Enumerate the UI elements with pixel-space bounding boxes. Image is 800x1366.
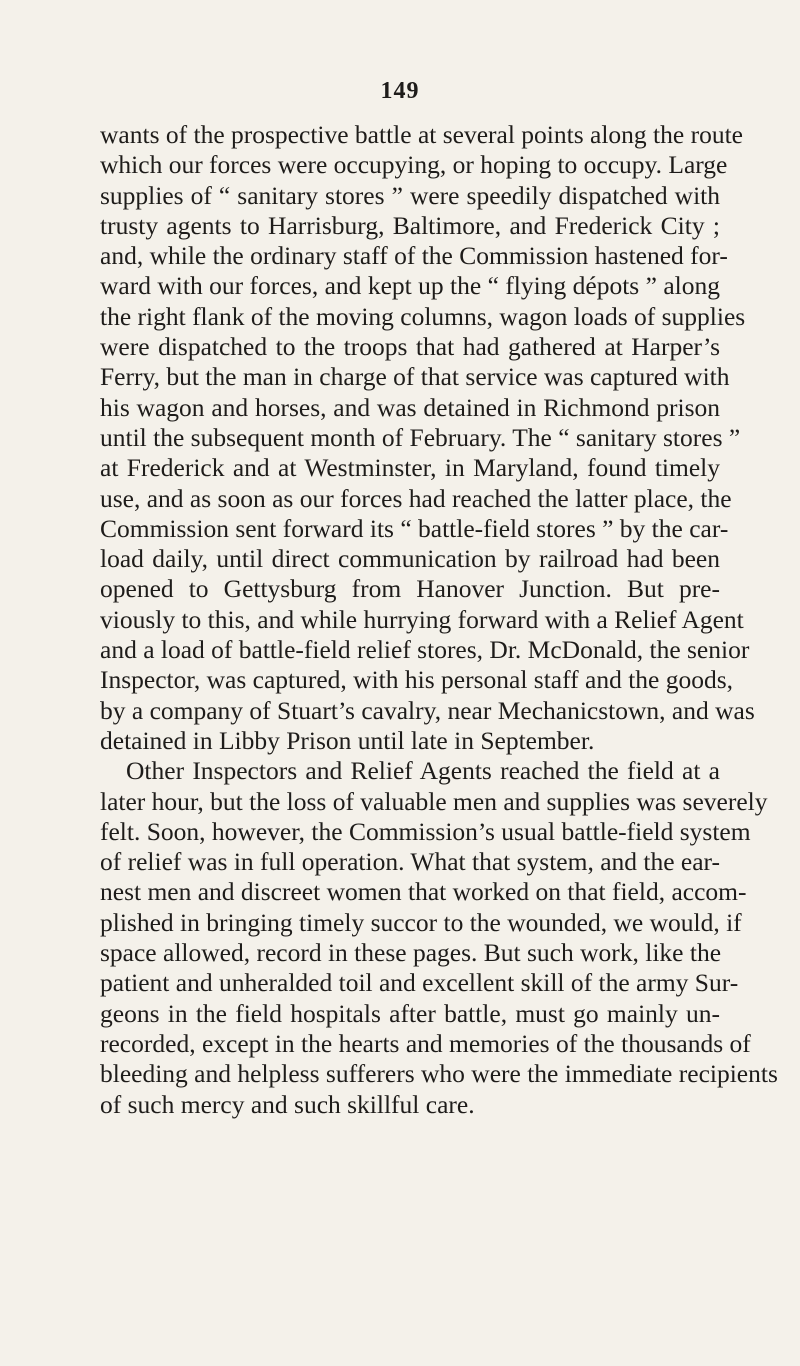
text-line: load daily, until direct communication by railroad had been	[100, 544, 720, 574]
text-line: Inspector, was captured, with his personal staff and the goods,	[100, 665, 734, 695]
text-line: plished in bringing timely succor to the wounded, we would, if	[100, 907, 742, 937]
text-line: wants of the prospective battle at several points along the route	[100, 120, 743, 149]
text-line: and a load of battle-field relief stores, Dr. McDonald, the senior	[100, 635, 750, 665]
text-line: nest men and discreet women that worked on that field, accom-	[100, 877, 747, 907]
text-line: geons in the field hospitals after battle, must go mainly un-	[100, 998, 720, 1028]
text-line: were dispatched to the troops that had gathered at Harper’s	[100, 332, 720, 362]
text-line: Ferry, but the man in charge of that service was captured with	[100, 362, 730, 392]
text-line: patient and unheralded toil and excellent skill of the army Sur-	[100, 968, 739, 998]
page-number: 149	[380, 78, 420, 104]
text-line: Other Inspectors and Relief Agents reached the field at a	[126, 756, 720, 786]
text-line: bleeding and helpless sufferers who were the immediate recipients	[100, 1059, 778, 1089]
text-line: ward with our forces, and kept up the “ flying dépots ” along	[100, 271, 720, 301]
text-line: until the subsequent month of February. The “ sanitary stores ”	[100, 422, 741, 452]
text-line: his wagon and horses, and was detained in Richmond prison	[100, 392, 720, 422]
text-line: the right flank of the moving columns, wagon loads of supplies	[100, 301, 746, 331]
text-line: and, while the ordinary staff of the Commission hastened for-	[100, 241, 728, 271]
text-line: felt. Soon, however, the Commission’s usual battle-field system	[100, 816, 751, 846]
text-line: space allowed, record in these pages. But such work, like the	[100, 938, 722, 968]
text-line: supplies of “ sanitary stores ” were speedily dispatched with	[100, 180, 720, 210]
text-line: of such mercy and such skillful care.	[100, 1089, 475, 1119]
text-line: which our forces were occupying, or hoping to occupy. Large	[100, 150, 728, 180]
text-line: at Frederick and at Westminster, in Maryland, found timely	[100, 453, 720, 483]
text-line: use, and as soon as our forces had reached the latter place, the	[100, 483, 732, 513]
text-line: Commission sent forward its “ battle-field stores ” by the car-	[100, 513, 729, 543]
text-line: later hour, but the loss of valuable men and supplies was severely	[100, 786, 768, 816]
text-line: by a company of Stuart’s cavalry, near Mechanicstown, and was	[100, 695, 755, 725]
paragraph	[100, 120, 755, 756]
text-line: opened to Gettysburg from Hanover Junction. But pre-	[100, 574, 720, 604]
paragraph	[100, 756, 778, 1120]
text-line: detained in Libby Prison until late in September.	[100, 725, 595, 755]
text-line: of relief was in full operation. What that system, and the ear-	[100, 847, 721, 877]
text-line: trusty agents to Harrisburg, Baltimore, and Frederick City ;	[100, 210, 720, 240]
text-line: recorded, except in the hearts and memories of the thousands of	[100, 1028, 751, 1058]
text-line: viously to this, and while hurrying forward with a Relief Agent	[100, 604, 744, 634]
body-text	[100, 120, 778, 1120]
